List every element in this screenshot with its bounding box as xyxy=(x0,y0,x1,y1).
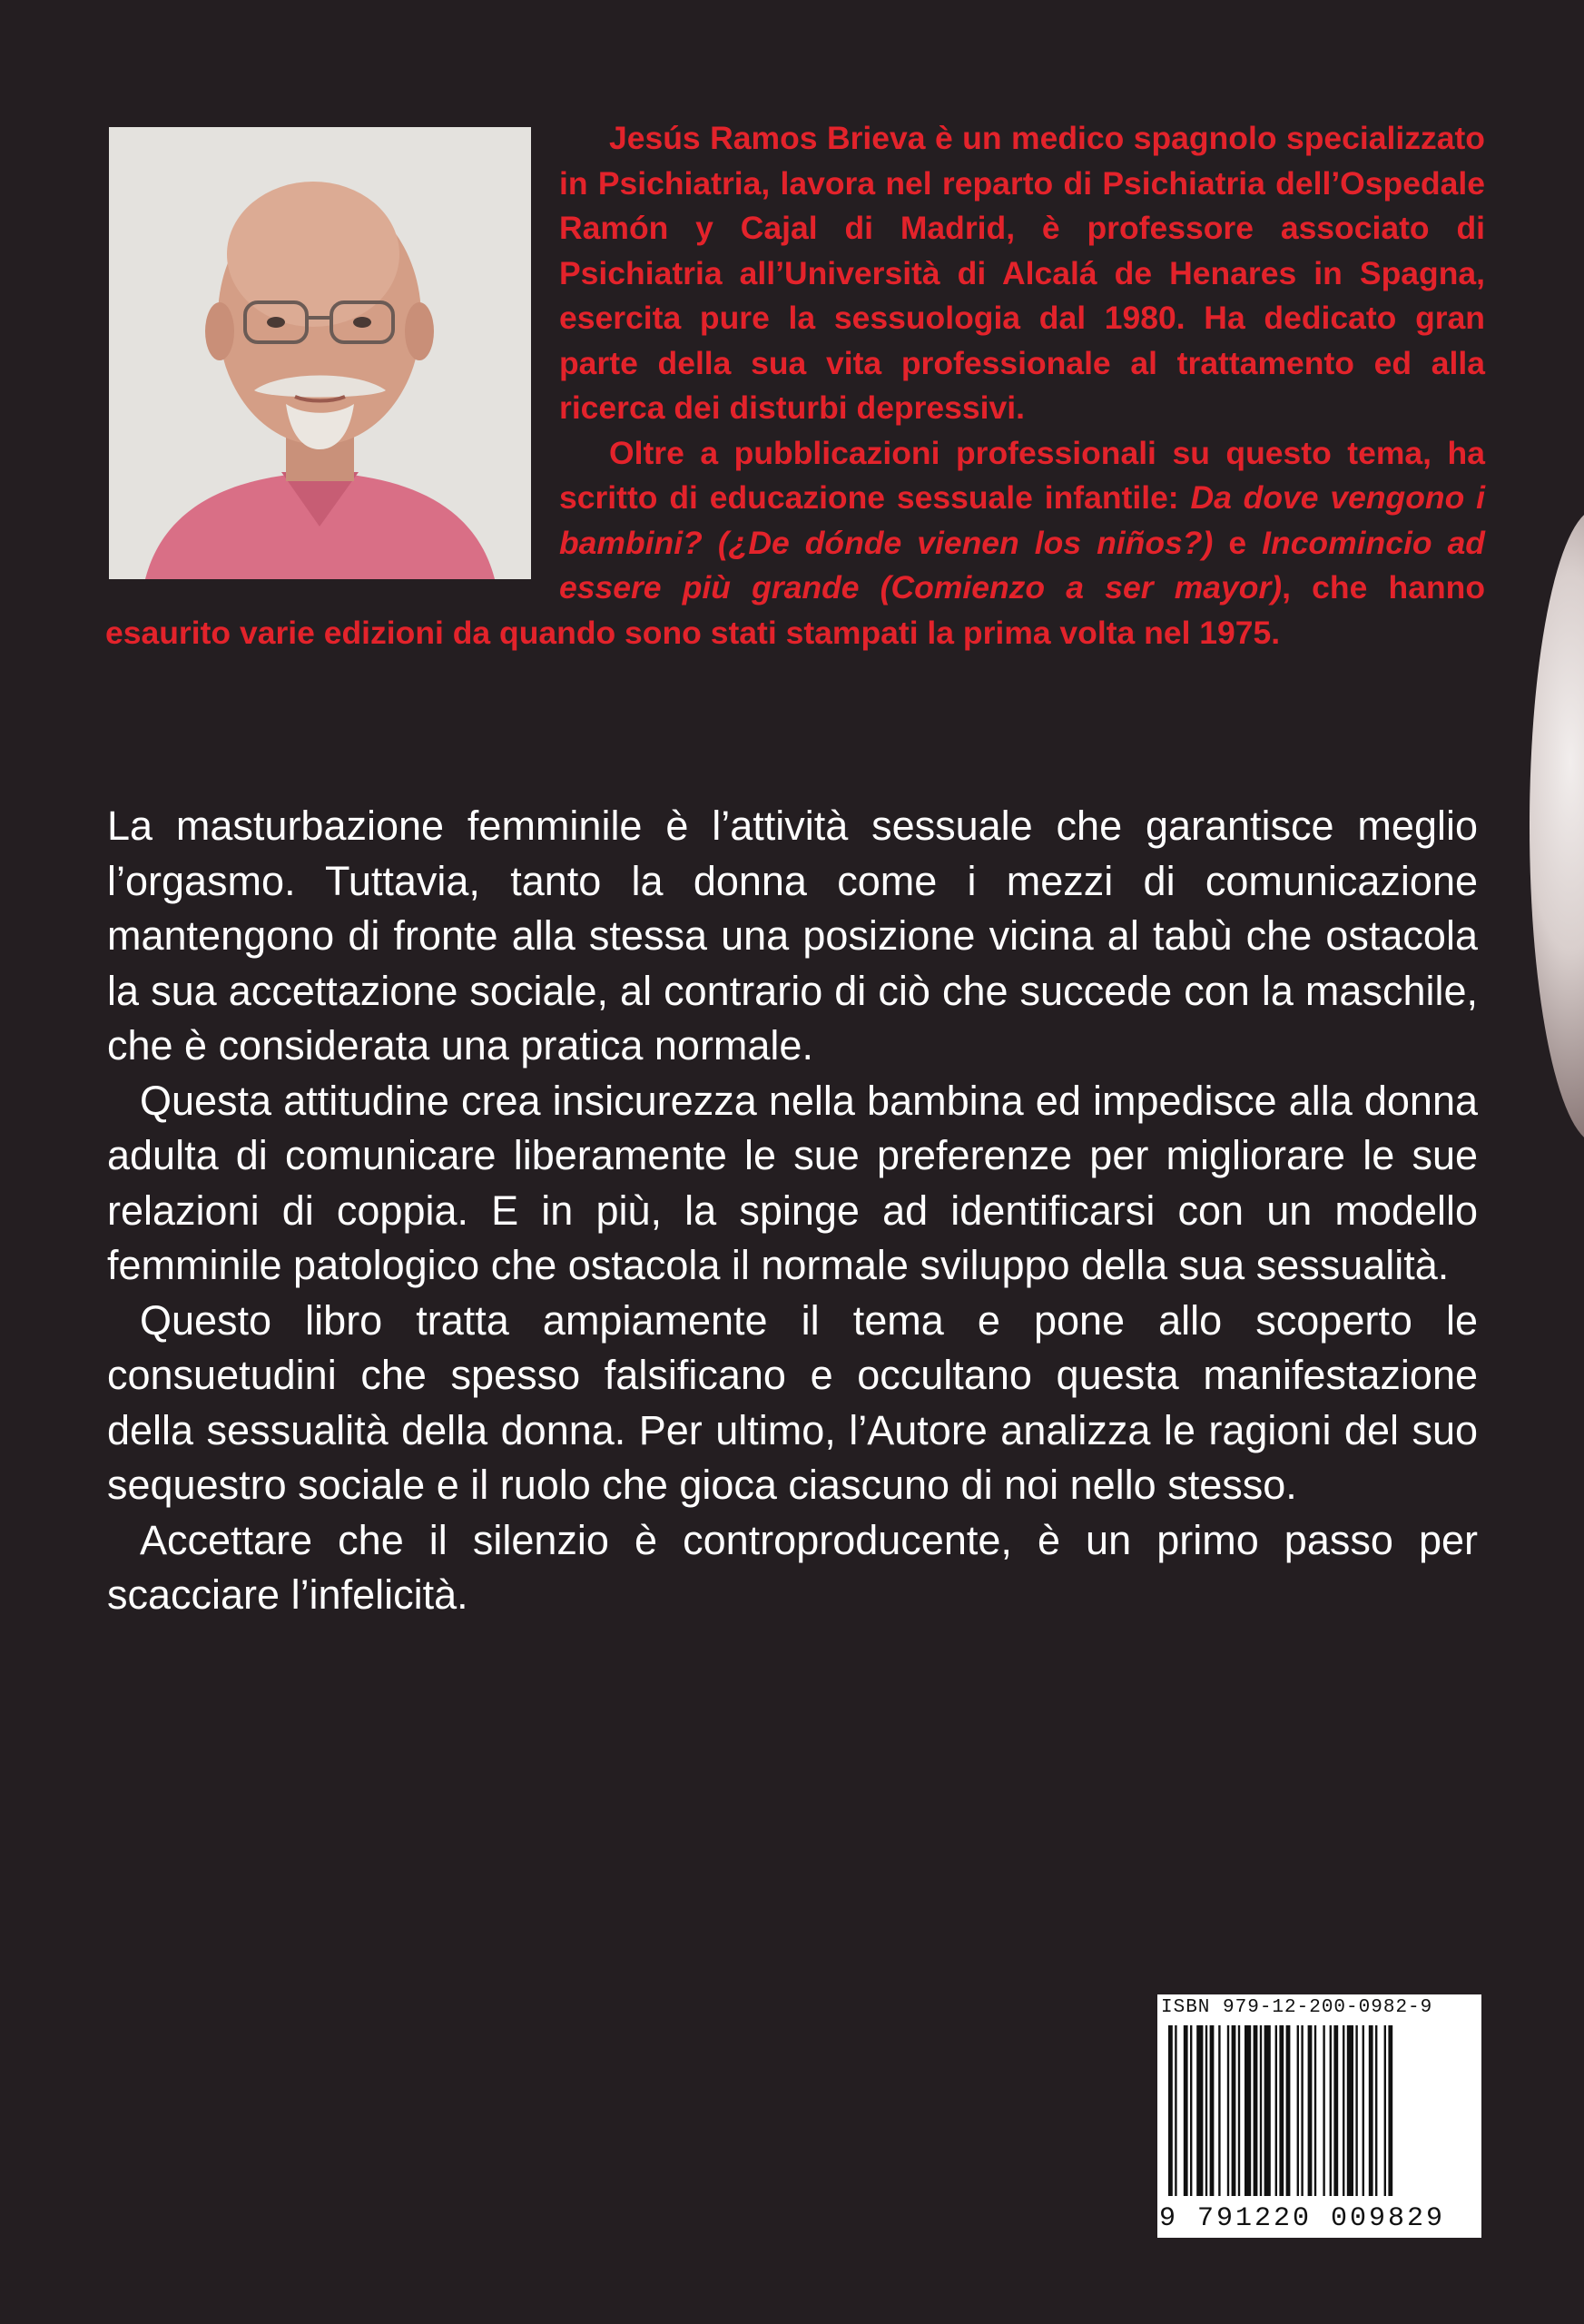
book-title-2: Incomincio ad essere più grande (Comienzo a ser mayor) xyxy=(559,524,1485,606)
isbn-label: ISBN 979-12-200-0982-9 xyxy=(1161,1997,1433,2018)
photo-wrap-spacer xyxy=(105,116,559,605)
bio-connector: e xyxy=(1213,524,1263,561)
blurb-paragraph-1: La masturbazione femminile è l’attività sessuale che garantisce meglio l’orgasmo. Tuttavia, tanto la donna come i mezzi di comunicazione mantengono di fronte alla stessa una posizione vicina al tabù che ostacola la sua accettazione sociale, al contrario di ciò che succede con la maschile, che è considerata una pratica normale. xyxy=(107,803,1478,1068)
blurb-paragraph-3: Questo libro tratta ampiamente il tema e pone allo scoperto le consuetudini che spesso falsificano e occultano questa manifestazione della sessualità della donna. Per ultimo, l’Autore analizza le ragioni del suo sequestro sociale e il ruolo che gioca ciascuno di noi nello stesso. xyxy=(107,1296,1478,1508)
bio-paragraph-1: Jesús Ramos Brieva è un medico spagnolo specializzato in Psichiatria, lavora nel reparto di Psichiatria dell’Ospedale Ramón y Cajal di Madrid, è professore associato di Psichiatria all’Università di Alcalá de Henares in Spagna, esercita pure la sessuologia dal 1980. Ha dedicato gran parte della sua vita professionale al trattamento ed alla ricerca dei disturbi depressivi. xyxy=(559,120,1485,426)
bio-paragraph-2-tail: , che hanno esaurito varie edizioni da quando sono stati stampati la prima volta nel 1975. xyxy=(105,569,1486,651)
book-title-1: Da dove vengono i bambini? (¿De dónde vienen los niños?) xyxy=(559,479,1485,561)
blurb-paragraph-4: Accettare che il silenzio è controproducente, è un primo passo per scacciare l’infelicità. xyxy=(107,1516,1478,1618)
decorative-edge-shape xyxy=(1530,508,1584,1144)
bio-paragraph-2-lead: Oltre a pubblicazioni professionali su questo tema, ha scritto di educazione sessuale infantile: xyxy=(559,434,1485,516)
author-bio xyxy=(105,116,1485,655)
blurb-paragraph-2: Questa attitudine crea insicurezza nella bambina ed impedisce alla donna adulta di comunicare liberamente le sue preferenze per migliorare le sue relazioni di coppia. E in più, la spinge ad identificarsi con un modello femminile patologico che ostacola il normale sviluppo della sua sessualità. xyxy=(107,1077,1478,1288)
barcode-digits: 9 791220 009829 xyxy=(1159,2203,1446,2234)
book-blurb xyxy=(107,799,1478,1623)
barcode-bars xyxy=(1168,2025,1473,2196)
isbn-barcode xyxy=(1157,1994,1481,2238)
